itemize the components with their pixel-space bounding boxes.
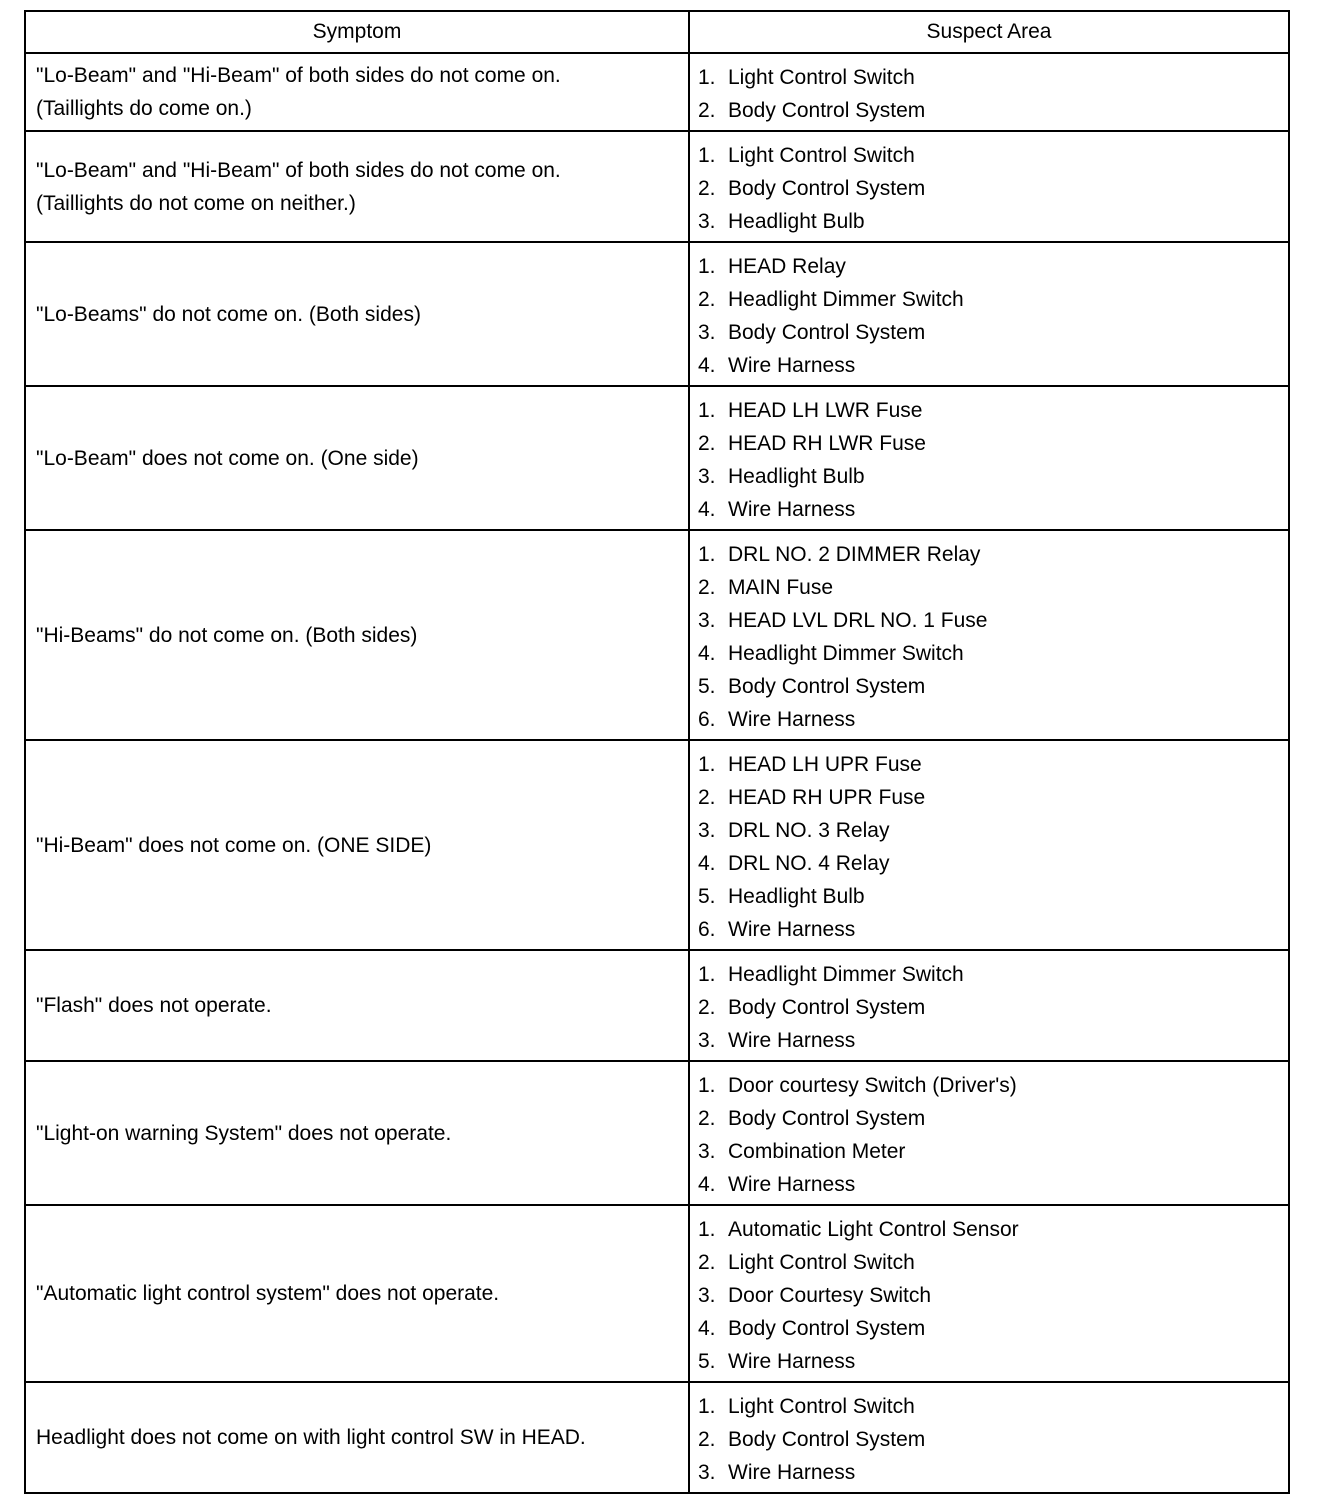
suspect-number: 5.	[698, 885, 716, 908]
suspect-item	[698, 250, 1288, 283]
suspect-number: 1.	[698, 753, 716, 776]
suspect-label: Headlight Dimmer Switch	[728, 642, 964, 665]
suspect-number: 3.	[698, 1029, 716, 1052]
suspect-label: Body Control System	[728, 1317, 926, 1340]
suspect-number: 4.	[698, 642, 716, 665]
suspect-item	[698, 637, 1288, 670]
suspect-number: 4.	[698, 354, 716, 377]
suspect-area-cell	[689, 1205, 1289, 1382]
suspect-item	[698, 991, 1288, 1024]
suspect-number: 1.	[698, 255, 716, 278]
suspect-label: Wire Harness	[728, 1461, 856, 1484]
suspect-item	[698, 1312, 1288, 1345]
suspect-label: Light Control Switch	[728, 66, 915, 89]
symptom-text: "Automatic light control system" does not operate.	[36, 1282, 500, 1305]
suspect-item	[698, 748, 1288, 781]
suspect-number: 5.	[698, 675, 716, 698]
suspect-label: HEAD LH LWR Fuse	[728, 399, 923, 422]
suspect-label: HEAD RH LWR Fuse	[728, 432, 926, 455]
suspect-number: 2.	[698, 1107, 716, 1130]
suspect-number: 3.	[698, 1461, 716, 1484]
header-symptom: Symptom	[25, 11, 689, 53]
suspect-number: 1.	[698, 1218, 716, 1241]
suspect-area-cell	[689, 950, 1289, 1061]
suspect-number: 4.	[698, 1173, 716, 1196]
table-row	[25, 242, 1289, 386]
symptom-text: "Lo-Beam" and "Hi-Beam" of both sides do not come on.	[36, 64, 561, 87]
symptom-cell	[25, 1061, 689, 1205]
suspect-item	[698, 172, 1288, 205]
symptom-text: "Lo-Beams" do not come on. (Both sides)	[36, 302, 421, 326]
suspect-item	[698, 1456, 1288, 1489]
suspect-label: Body Control System	[728, 177, 926, 200]
symptom-cell	[25, 530, 689, 740]
symptom-cell	[25, 950, 689, 1061]
suspect-label: Body Control System	[728, 675, 926, 698]
symptom-cell	[25, 242, 689, 386]
symptom-text: "Flash" does not operate.	[36, 994, 272, 1017]
suspect-label: Door courtesy Switch (Driver's)	[728, 1074, 1017, 1097]
suspect-number: 2.	[698, 99, 716, 122]
suspect-number: 1.	[698, 399, 716, 422]
suspect-number: 3.	[698, 1284, 716, 1307]
suspect-item	[698, 205, 1288, 238]
suspect-item	[698, 880, 1288, 913]
suspect-label: DRL NO. 2 DIMMER Relay	[728, 543, 981, 566]
suspect-list	[698, 748, 1288, 946]
suspect-item	[698, 1135, 1288, 1168]
table-row	[25, 740, 1289, 950]
suspect-label: HEAD RH UPR Fuse	[728, 786, 926, 809]
suspect-label: Body Control System	[728, 1107, 926, 1130]
suspect-list	[698, 1069, 1288, 1201]
suspect-area-cell	[689, 1382, 1289, 1493]
suspect-label: Headlight Bulb	[728, 210, 865, 233]
symptom-cell	[25, 386, 689, 530]
suspect-number: 2.	[698, 432, 716, 455]
suspect-item	[698, 670, 1288, 703]
suspect-label: Combination Meter	[728, 1140, 906, 1163]
suspect-number: 1.	[698, 66, 716, 89]
table-row	[25, 950, 1289, 1061]
symptom-cell	[25, 740, 689, 950]
suspect-item	[698, 958, 1288, 991]
suspect-label: Automatic Light Control Sensor	[728, 1218, 1019, 1241]
suspect-number: 4.	[698, 852, 716, 875]
suspect-label: Wire Harness	[728, 498, 856, 521]
suspect-area-cell	[689, 242, 1289, 386]
symptom-text: "Hi-Beams" do not come on. (Both sides)	[36, 623, 418, 647]
table-body	[25, 53, 1289, 1493]
suspect-area-cell	[689, 530, 1289, 740]
symptom-text: "Light-on warning System" does not operate.	[36, 1121, 452, 1145]
suspect-label: Wire Harness	[728, 1350, 856, 1373]
suspect-label: Body Control System	[728, 996, 926, 1019]
suspect-number: 2.	[698, 996, 716, 1019]
suspect-number: 5.	[698, 1350, 716, 1373]
suspect-item	[698, 349, 1288, 382]
suspect-label: Headlight Dimmer Switch	[728, 963, 964, 986]
suspect-number: 1.	[698, 1395, 716, 1418]
suspect-item	[698, 1069, 1288, 1102]
suspect-number: 4.	[698, 498, 716, 521]
suspect-number: 6.	[698, 918, 716, 941]
suspect-label: Wire Harness	[728, 708, 856, 731]
suspect-number: 1.	[698, 144, 716, 167]
suspect-label: HEAD LH UPR Fuse	[728, 753, 922, 776]
suspect-item	[698, 781, 1288, 814]
suspect-number: 3.	[698, 210, 716, 233]
suspect-label: Wire Harness	[728, 354, 856, 377]
suspect-label: DRL NO. 3 Relay	[728, 819, 890, 842]
suspect-label: Headlight Bulb	[728, 465, 865, 488]
suspect-item	[698, 814, 1288, 847]
suspect-number: 3.	[698, 321, 716, 344]
symptom-cell	[25, 1382, 689, 1493]
suspect-label: Wire Harness	[728, 1173, 856, 1196]
table-row	[25, 131, 1289, 242]
suspect-item	[698, 283, 1288, 316]
suspect-number: 3.	[698, 465, 716, 488]
table-row	[25, 53, 1289, 131]
table-row	[25, 386, 1289, 530]
suspect-number: 3.	[698, 819, 716, 842]
suspect-label: Body Control System	[728, 1428, 926, 1451]
suspect-item	[698, 139, 1288, 172]
suspect-item	[698, 1279, 1288, 1312]
table-row	[25, 1061, 1289, 1205]
header-row	[25, 11, 1289, 53]
symptom-cell	[25, 131, 689, 242]
suspect-number: 2.	[698, 177, 716, 200]
suspect-item	[698, 427, 1288, 460]
suspect-area-cell	[689, 53, 1289, 131]
suspect-label: MAIN Fuse	[728, 576, 834, 599]
suspect-item	[698, 1390, 1288, 1423]
suspect-area-cell	[689, 386, 1289, 530]
suspect-list	[698, 250, 1288, 382]
suspect-number: 6.	[698, 708, 716, 731]
suspect-label: Door Courtesy Switch	[728, 1284, 932, 1307]
suspect-item	[698, 493, 1288, 526]
symptom-text: "Lo-Beam" and "Hi-Beam" of both sides do not come on.	[36, 158, 561, 182]
suspect-number: 2.	[698, 288, 716, 311]
symptom-text: "Hi-Beam" does not come on. (ONE SIDE)	[36, 833, 432, 857]
symptom-cell	[25, 1205, 689, 1382]
suspect-label: HEAD Relay	[728, 255, 846, 278]
suspect-label: DRL NO. 4 Relay	[728, 852, 890, 875]
suspect-item	[698, 1423, 1288, 1456]
suspect-item	[698, 460, 1288, 493]
suspect-list	[698, 1213, 1288, 1378]
suspect-number: 2.	[698, 786, 716, 809]
suspect-label: Headlight Dimmer Switch	[728, 288, 964, 311]
suspect-number: 1.	[698, 543, 716, 566]
suspect-area-cell	[689, 131, 1289, 242]
suspect-number: 2.	[698, 1251, 716, 1274]
suspect-item	[698, 1213, 1288, 1246]
suspect-label: Body Control System	[728, 321, 926, 344]
symptom-text: Headlight does not come on with light control SW in HEAD.	[36, 1426, 586, 1449]
symptom-cell	[25, 53, 689, 131]
suspect-list	[698, 1390, 1288, 1489]
symptom-table	[24, 10, 1290, 1494]
suspect-item	[698, 1345, 1288, 1378]
suspect-label: Wire Harness	[728, 918, 856, 941]
suspect-item	[698, 1168, 1288, 1201]
suspect-label: Light Control Switch	[728, 144, 915, 167]
suspect-item	[698, 604, 1288, 637]
suspect-number: 3.	[698, 609, 716, 632]
suspect-number: 3.	[698, 1140, 716, 1163]
symptom-text: (Taillights do come on.)	[36, 97, 252, 120]
suspect-item	[698, 61, 1288, 94]
suspect-number: 4.	[698, 1317, 716, 1340]
table-row	[25, 1382, 1289, 1493]
suspect-number: 1.	[698, 1074, 716, 1097]
suspect-label: Light Control Switch	[728, 1395, 915, 1418]
suspect-label: Headlight Bulb	[728, 885, 865, 908]
table-row	[25, 1205, 1289, 1382]
suspect-list	[698, 139, 1288, 238]
suspect-item	[698, 913, 1288, 946]
suspect-area-cell	[689, 740, 1289, 950]
suspect-item	[698, 703, 1288, 736]
suspect-number: 2.	[698, 1428, 716, 1451]
suspect-label: Light Control Switch	[728, 1251, 915, 1274]
header-suspect-area: Suspect Area	[689, 11, 1289, 53]
suspect-list	[698, 61, 1288, 127]
suspect-item	[698, 94, 1288, 127]
symptom-text: "Lo-Beam" does not come on. (One side)	[36, 446, 419, 470]
symptom-text: (Taillights do not come on neither.)	[36, 191, 356, 215]
suspect-number: 2.	[698, 576, 716, 599]
suspect-item	[698, 316, 1288, 349]
suspect-item	[698, 1102, 1288, 1135]
suspect-label: Wire Harness	[728, 1029, 856, 1052]
suspect-number: 1.	[698, 963, 716, 986]
table-row	[25, 530, 1289, 740]
suspect-item	[698, 394, 1288, 427]
suspect-item	[698, 1024, 1288, 1057]
suspect-item	[698, 538, 1288, 571]
suspect-label: Body Control System	[728, 99, 926, 122]
suspect-item	[698, 1246, 1288, 1279]
suspect-area-cell	[689, 1061, 1289, 1205]
suspect-item	[698, 571, 1288, 604]
suspect-list	[698, 538, 1288, 736]
suspect-list	[698, 394, 1288, 526]
suspect-list	[698, 958, 1288, 1057]
suspect-item	[698, 847, 1288, 880]
suspect-label: HEAD LVL DRL NO. 1 Fuse	[728, 609, 988, 632]
